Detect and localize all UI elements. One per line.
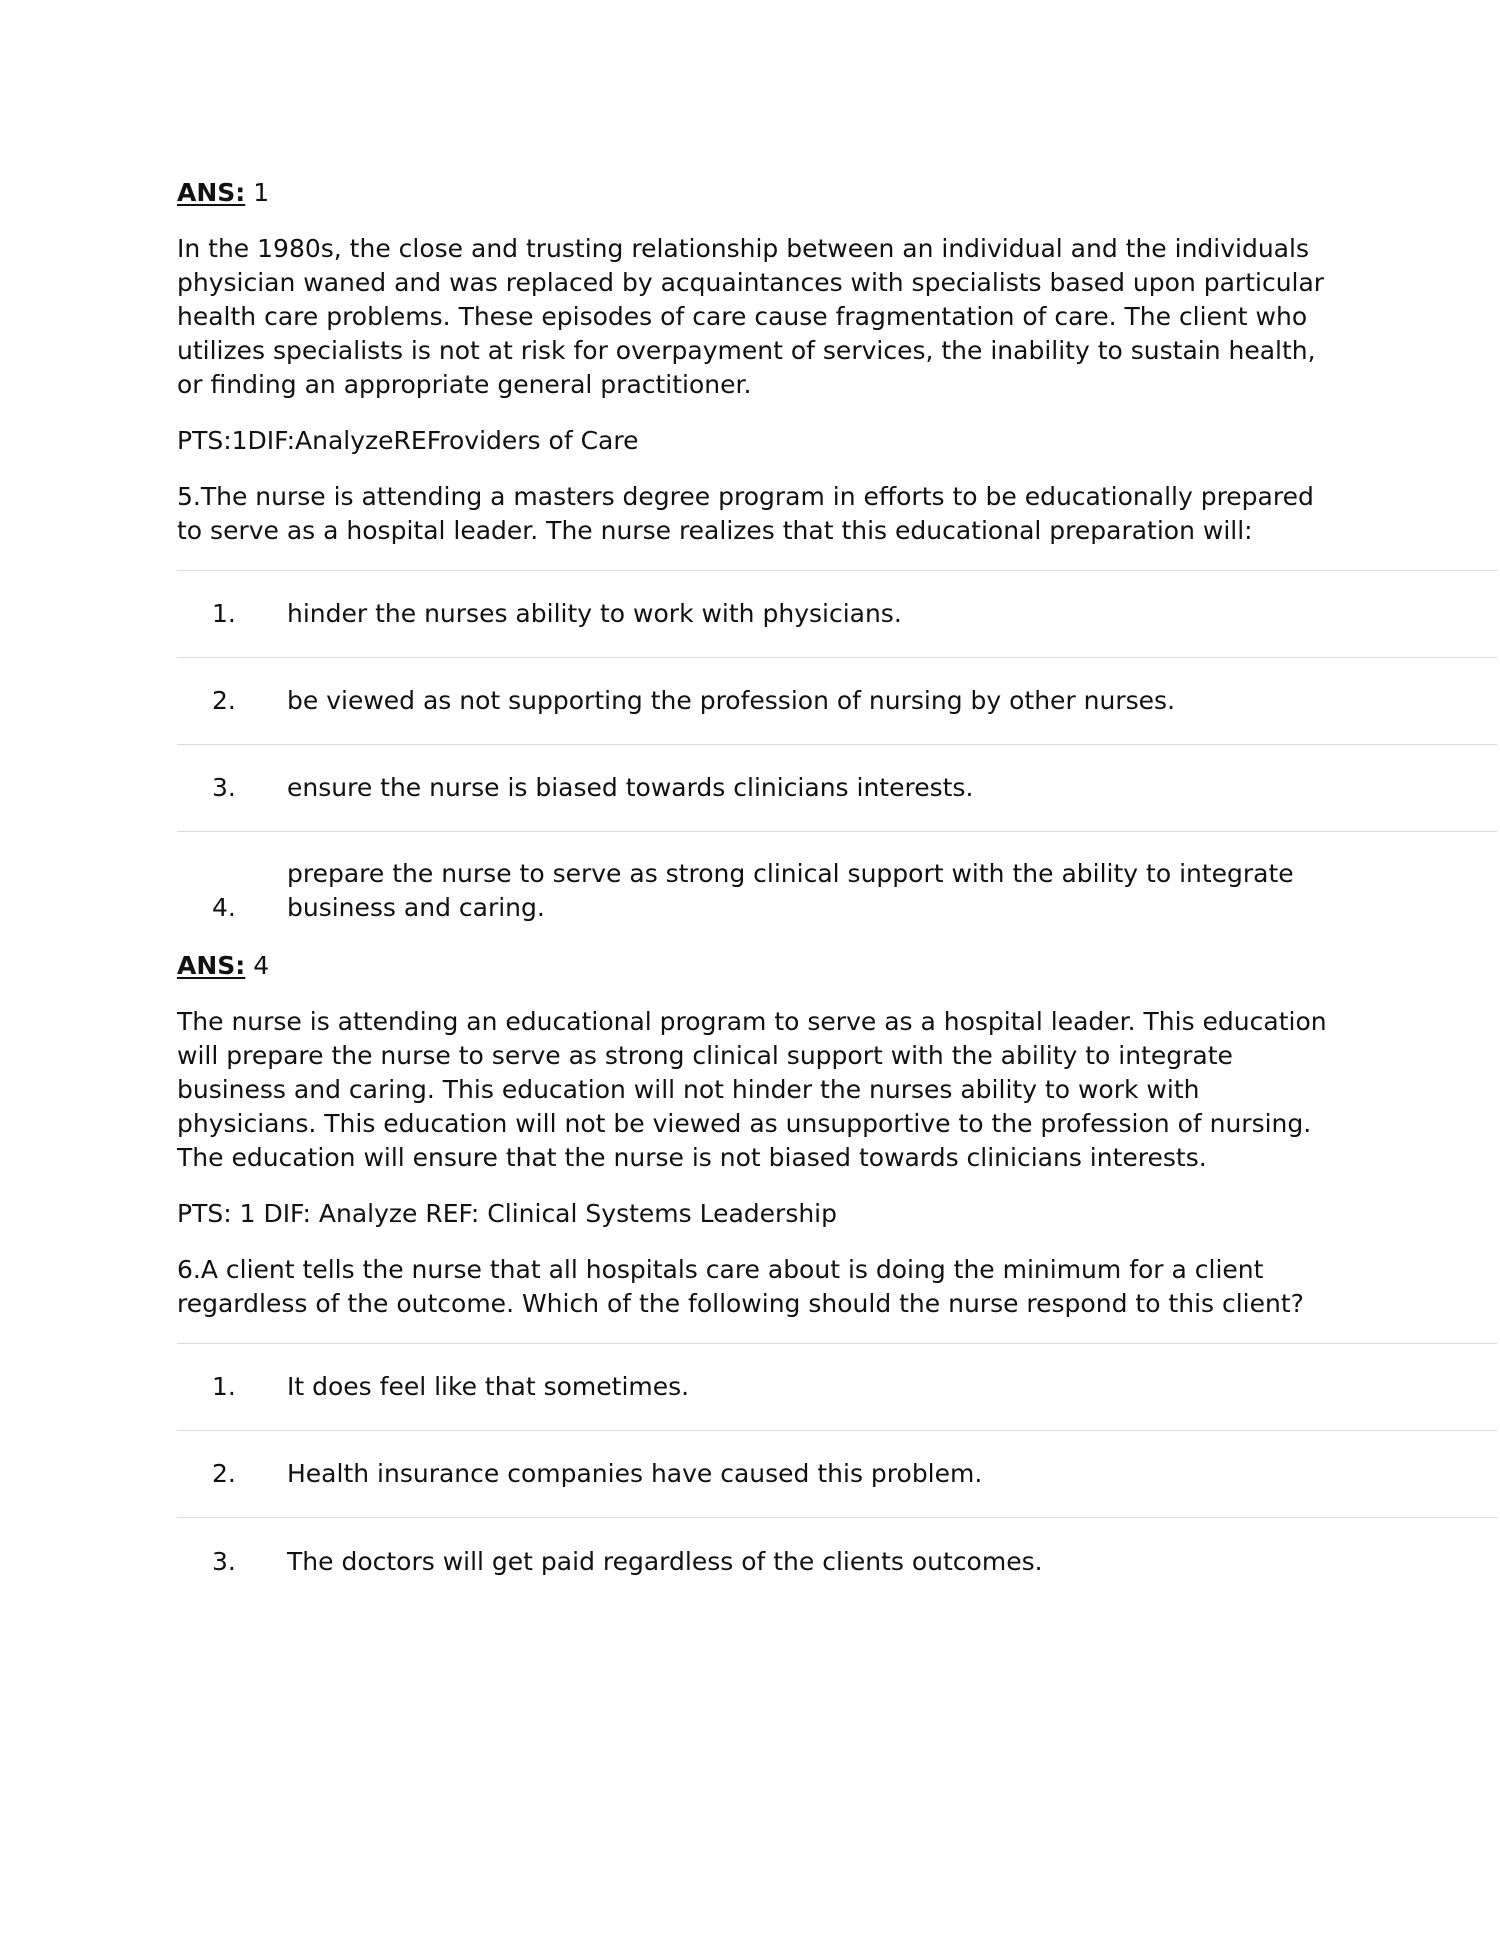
option-text: ensure the nurse is biased towards clinicians interests. <box>287 773 974 802</box>
option-text: Health insurance companies have caused this problem. <box>287 1459 983 1488</box>
answer-label: ANS: <box>177 951 246 980</box>
rationale-paragraph: In the 1980s, the close and trusting relationship between an individual and the individuals physician waned and was replaced by acquaintances with specialists based upon particular health care problems. These episodes of care cause fragmentation of care. The client who utilizes specialists is not at risk for overpayment of services, the inability to sustain health, or finding an appropriate general practitioner. <box>177 234 1325 399</box>
option-number: 3. <box>212 773 236 802</box>
answer-label: ANS: <box>177 178 246 207</box>
answer-value: 4 <box>253 951 270 980</box>
question-metadata: PTS: 1 DIF: Analyze REF: Clinical Systems Leadership <box>177 1199 837 1228</box>
rationale-paragraph: The nurse is attending an educational program to serve as a hospital leader. This education will prepare the nurse to serve as strong clinical support with the ability to integrate business and caring. This education will not hinder the nurses ability to work with physicians. This education will not be viewed as unsupportive to the profession of nursing. The education will ensure that the nurse is not biased towards clinicians interests. <box>177 1007 1327 1172</box>
question-stem: 5.The nurse is attending a masters degree program in efforts to be educationally prepared to serve as a hospital leader. The nurse realizes that this educational preparation will: <box>177 482 1314 545</box>
option-number: 1. <box>212 1372 236 1401</box>
option-row <box>177 571 1497 658</box>
option-number: 2. <box>212 686 236 715</box>
option-row <box>177 745 1497 832</box>
answer-value: 1 <box>253 178 270 207</box>
option-number: 1. <box>212 599 236 628</box>
option-row <box>177 1431 1497 1518</box>
option-number: 2. <box>212 1459 236 1488</box>
option-text: be viewed as not supporting the profession of nursing by other nurses. <box>287 686 1176 715</box>
option-number: 3. <box>212 1546 236 1576</box>
document-page <box>177 176 1497 1605</box>
option-row <box>177 1344 1497 1431</box>
option-text: prepare the nurse to serve as strong clinical support with the ability to integrate business and caring. <box>287 859 1294 922</box>
question-stem: 6.A client tells the nurse that all hospitals care about is doing the minimum for a client regardless of the outcome. Which of the following should the nurse respond to this client? <box>177 1255 1304 1318</box>
option-row <box>177 832 1497 931</box>
answer-options <box>177 570 1497 931</box>
answer-line <box>177 176 1497 210</box>
option-number: 4. <box>212 893 236 922</box>
option-text: hinder the nurses ability to work with physicians. <box>287 599 902 628</box>
option-text: It does feel like that sometimes. <box>287 1372 690 1401</box>
question-metadata: PTS:1DIF:AnalyzeREFroviders of Care <box>177 426 639 455</box>
option-row <box>177 658 1497 745</box>
option-text: The doctors will get paid regardless of the clients outcomes. <box>287 1546 1043 1576</box>
option-row <box>177 1518 1497 1605</box>
answer-line <box>177 949 1497 983</box>
answer-options <box>177 1343 1497 1605</box>
